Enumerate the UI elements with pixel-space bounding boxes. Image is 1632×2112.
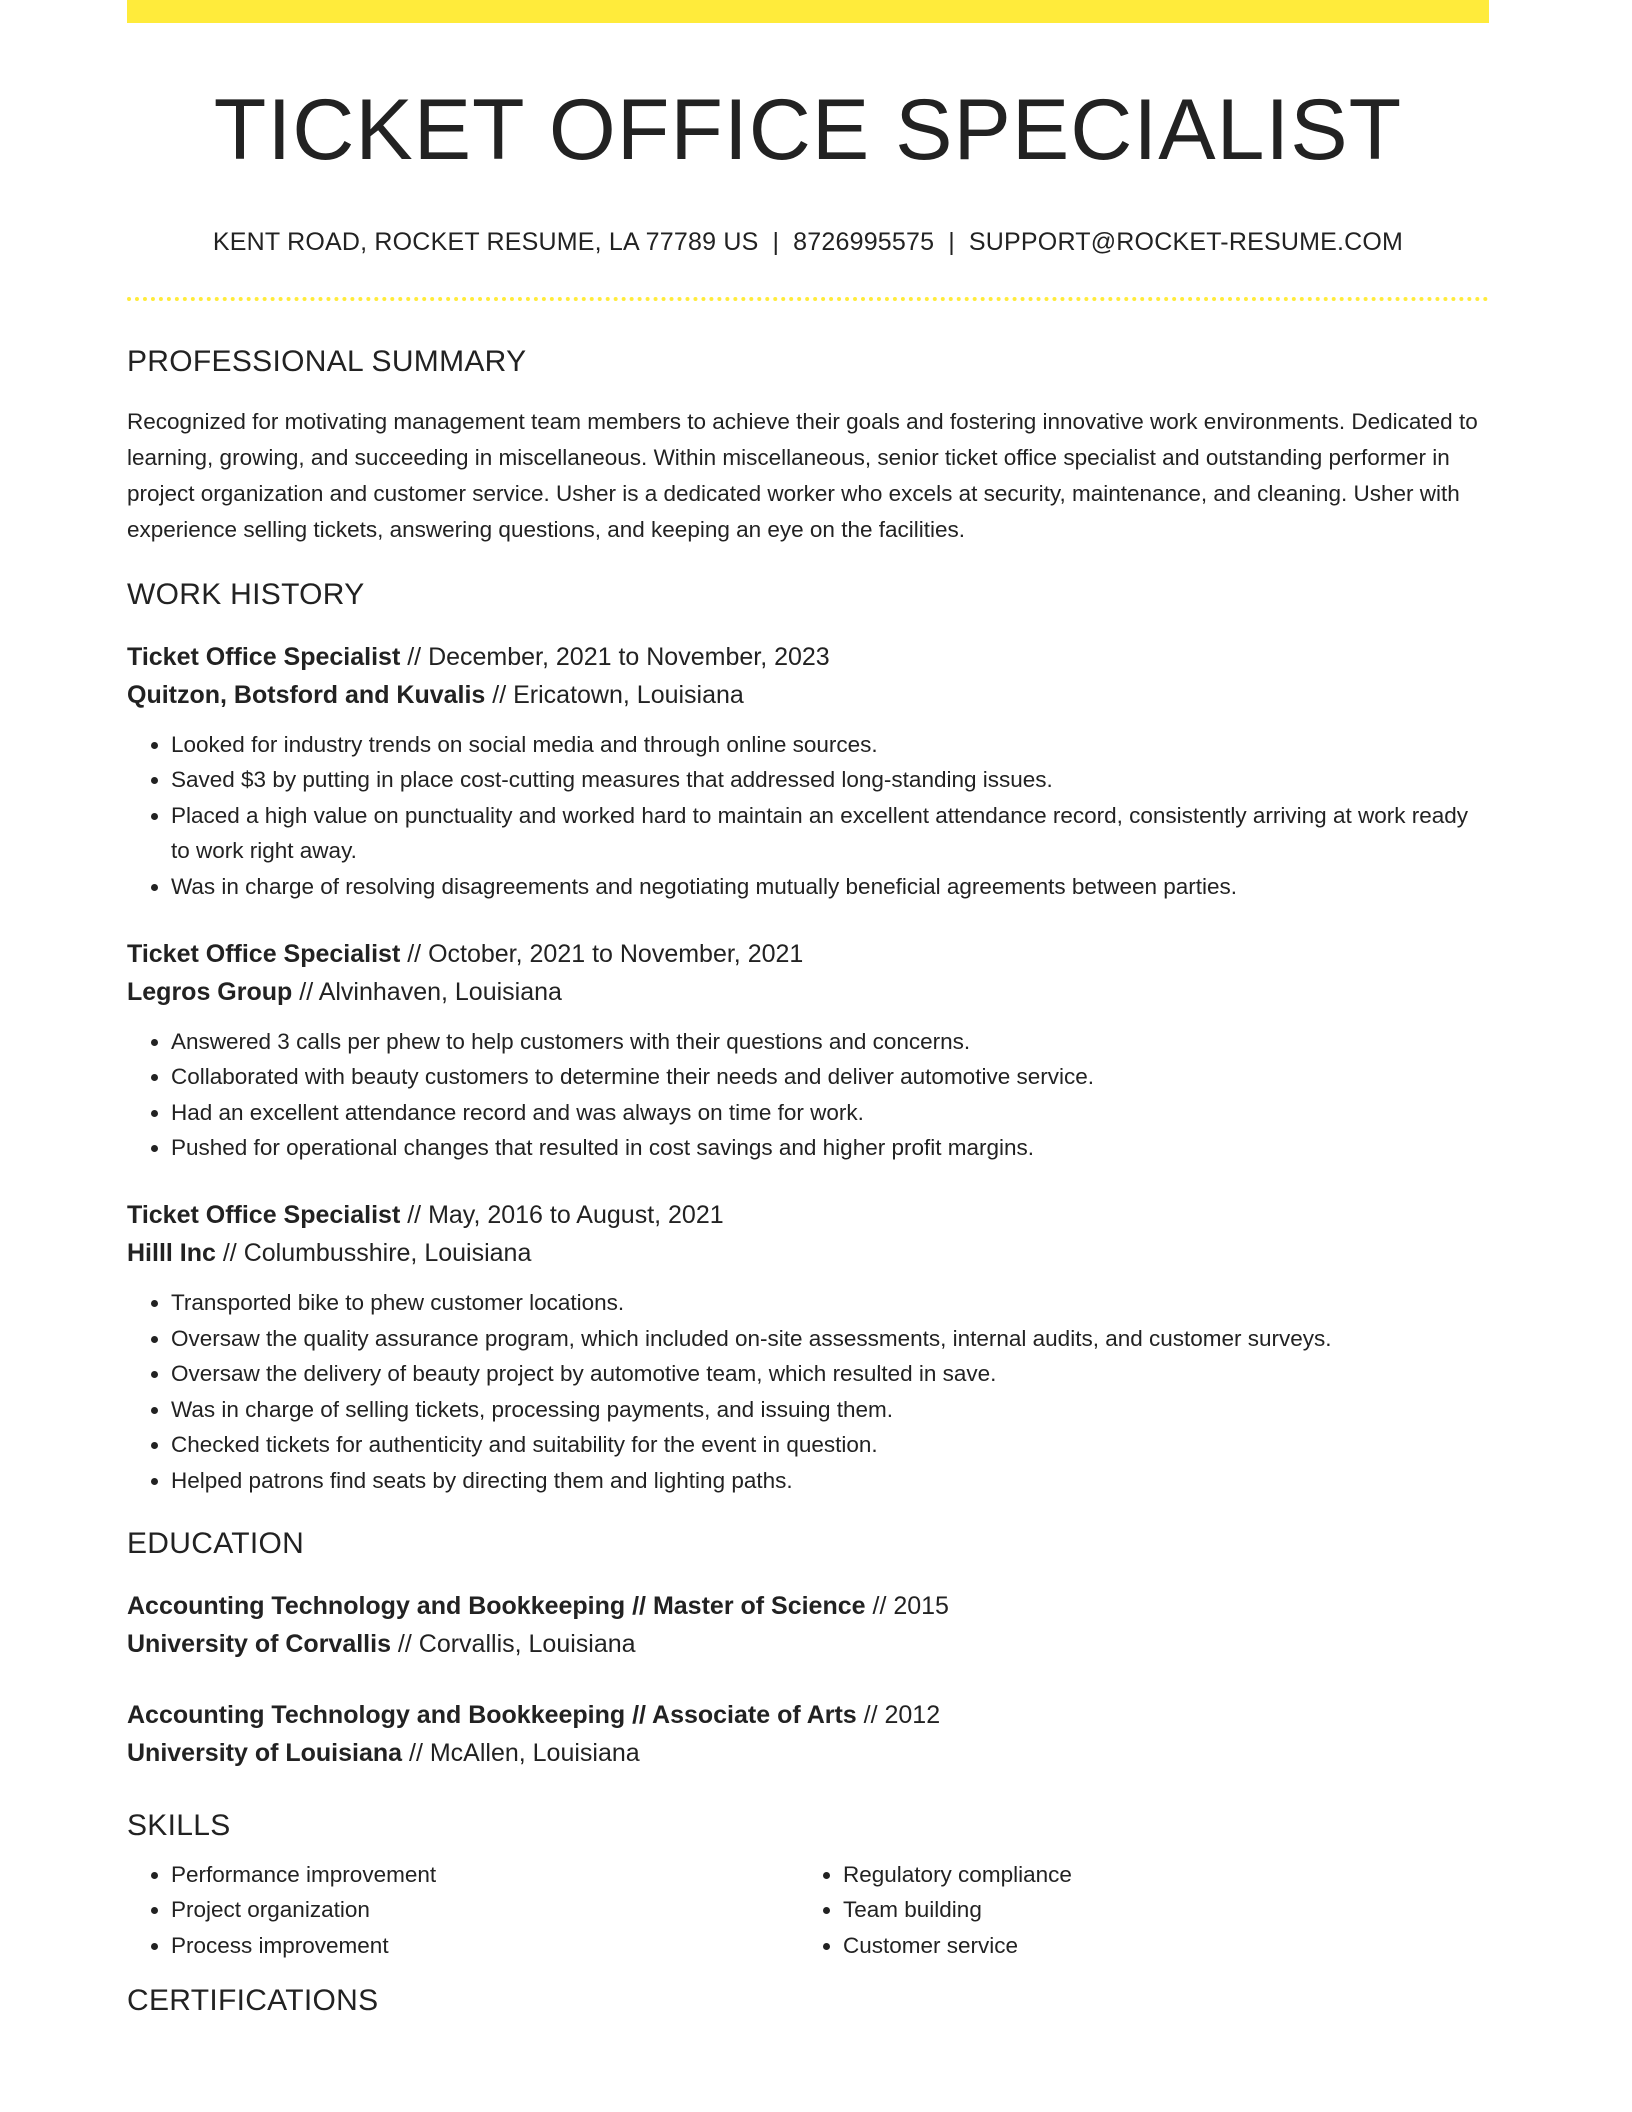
resume-title: TICKET OFFICE SPECIALIST [213,82,1403,178]
skill-item: • Performance improvement [171,1857,799,1893]
job-bullet: • Answered 3 calls per phew to help customers with their questions and concerns. [171,1024,1489,1060]
job-dates: // October, 2021 to November, 2021 [400,939,804,968]
top-accent-bar [127,0,1489,23]
job-title: Ticket Office Specialist [127,939,401,968]
resume-page [127,0,1489,2018]
skills-grid [127,1857,1489,1964]
education-year: // 2012 [856,1700,941,1729]
job-bullet: • Checked tickets for authenticity and suitability for the event in question. [171,1427,1489,1463]
education-heading: EDUCATION [127,1526,305,1560]
job-entry [127,638,1489,905]
skill-item: • Project organization [171,1892,799,1928]
job-dates: // May, 2016 to August, 2021 [400,1200,724,1229]
skill-item: • Regulatory compliance [843,1857,1471,1893]
job-bullets [127,727,1489,905]
education-school-line [127,1734,1489,1772]
job-title-line [127,1196,1489,1234]
education-location: // McAllen, Louisiana [402,1738,640,1767]
job-title-line [127,935,1489,973]
education-entry [127,1587,1489,1663]
header-divider [127,297,1489,301]
summary-text: Recognized for motivating management team members to achieve their goals and fostering innovative work environments. Dedicated to learning, growing, and succeeding in miscellaneous. Within miscellaneous, senior ticket office specialist and outstanding performer in project organization and customer service. Usher is a dedicated worker who excels at security, maintenance, and cleaning. Usher with experience selling tickets, answering questions, and keeping an eye on the facilities. [127,408,1478,542]
contact-line [127,228,1489,257]
job-bullet: • Placed a high value on punctuality and worked hard to maintain an excellent attendance record, consistently arriving at work ready to work right away. [171,798,1489,869]
education-year: // 2015 [865,1591,949,1620]
job-bullet: • Transported bike to phew customer locations. [171,1285,1489,1321]
education-school: University of Corvallis [127,1629,391,1658]
job-company: Legros Group [127,977,293,1006]
job-entry [127,1196,1489,1499]
certifications-heading: CERTIFICATIONS [127,1984,379,2018]
job-title: Ticket Office Specialist [127,1200,401,1229]
education-program-line [127,1587,1489,1625]
job-bullet: • Saved $3 by putting in place cost-cutting measures that addressed long-standing issues. [171,762,1489,798]
job-company-line [127,973,1489,1011]
contact-separator: | [772,227,780,256]
job-bullets [127,1024,1489,1166]
job-location: // Ericatown, Louisiana [485,680,744,709]
skill-item: • Process improvement [171,1928,799,1964]
job-title-line [127,638,1489,676]
job-bullet: • Looked for industry trends on social media and through online sources. [171,727,1489,763]
job-bullet: • Was in charge of resolving disagreements and negotiating mutually beneficial agreements between parties. [171,869,1489,905]
summary-heading: PROFESSIONAL SUMMARY [127,344,527,378]
job-bullet: • Had an excellent attendance record and was always on time for work. [171,1095,1489,1131]
skills-heading: SKILLS [127,1808,231,1842]
contact-email[interactable]: SUPPORT@ROCKET-RESUME.COM [968,227,1404,256]
education-program-line [127,1696,1489,1734]
education-entry [127,1696,1489,1772]
education-school: University of Louisiana [127,1738,403,1767]
job-bullet: • Collaborated with beauty customers to determine their needs and deliver automotive service. [171,1059,1489,1095]
skills-column-right [799,1857,1471,1964]
job-company-line [127,1234,1489,1272]
education-school-line [127,1625,1489,1663]
job-bullet: • Was in charge of selling tickets, processing payments, and issuing them. [171,1392,1489,1428]
contact-separator: | [948,227,955,256]
education-program: Accounting Technology and Bookkeeping // Master of Science [127,1591,866,1620]
job-bullets [127,1285,1489,1499]
education-location: // Corvallis, Louisiana [390,1629,636,1658]
education-program: Accounting Technology and Bookkeeping // Associate of Arts [127,1700,857,1729]
job-bullet: • Oversaw the delivery of beauty project by automotive team, which resulted in save. [171,1356,1489,1392]
job-bullet: • Pushed for operational changes that resulted in cost savings and higher profit margins. [171,1130,1489,1166]
job-bullet: • Helped patrons find seats by directing them and lighting paths. [171,1463,1489,1499]
job-company: Quitzon, Botsford and Kuvalis [127,680,486,709]
skills-column-left [127,1857,799,1964]
job-entry [127,935,1489,1166]
job-location: // Columbusshire, Louisiana [215,1238,532,1267]
skill-item: • Team building [843,1892,1471,1928]
work-history-heading: WORK HISTORY [127,577,365,611]
contact-phone[interactable]: 8726995575 [793,227,935,256]
job-company: Hilll Inc [127,1238,216,1267]
job-bullet: • Oversaw the quality assurance program, which included on-site assessments, internal audits, and customer surveys. [171,1321,1489,1357]
job-company-line [127,676,1489,714]
skill-item: • Customer service [843,1928,1471,1964]
job-location: // Alvinhaven, Louisiana [292,977,562,1006]
job-title: Ticket Office Specialist [127,642,401,671]
contact-address: KENT ROAD, ROCKET RESUME, LA 77789 US [212,227,759,256]
job-dates: // December, 2021 to November, 2023 [400,642,830,671]
